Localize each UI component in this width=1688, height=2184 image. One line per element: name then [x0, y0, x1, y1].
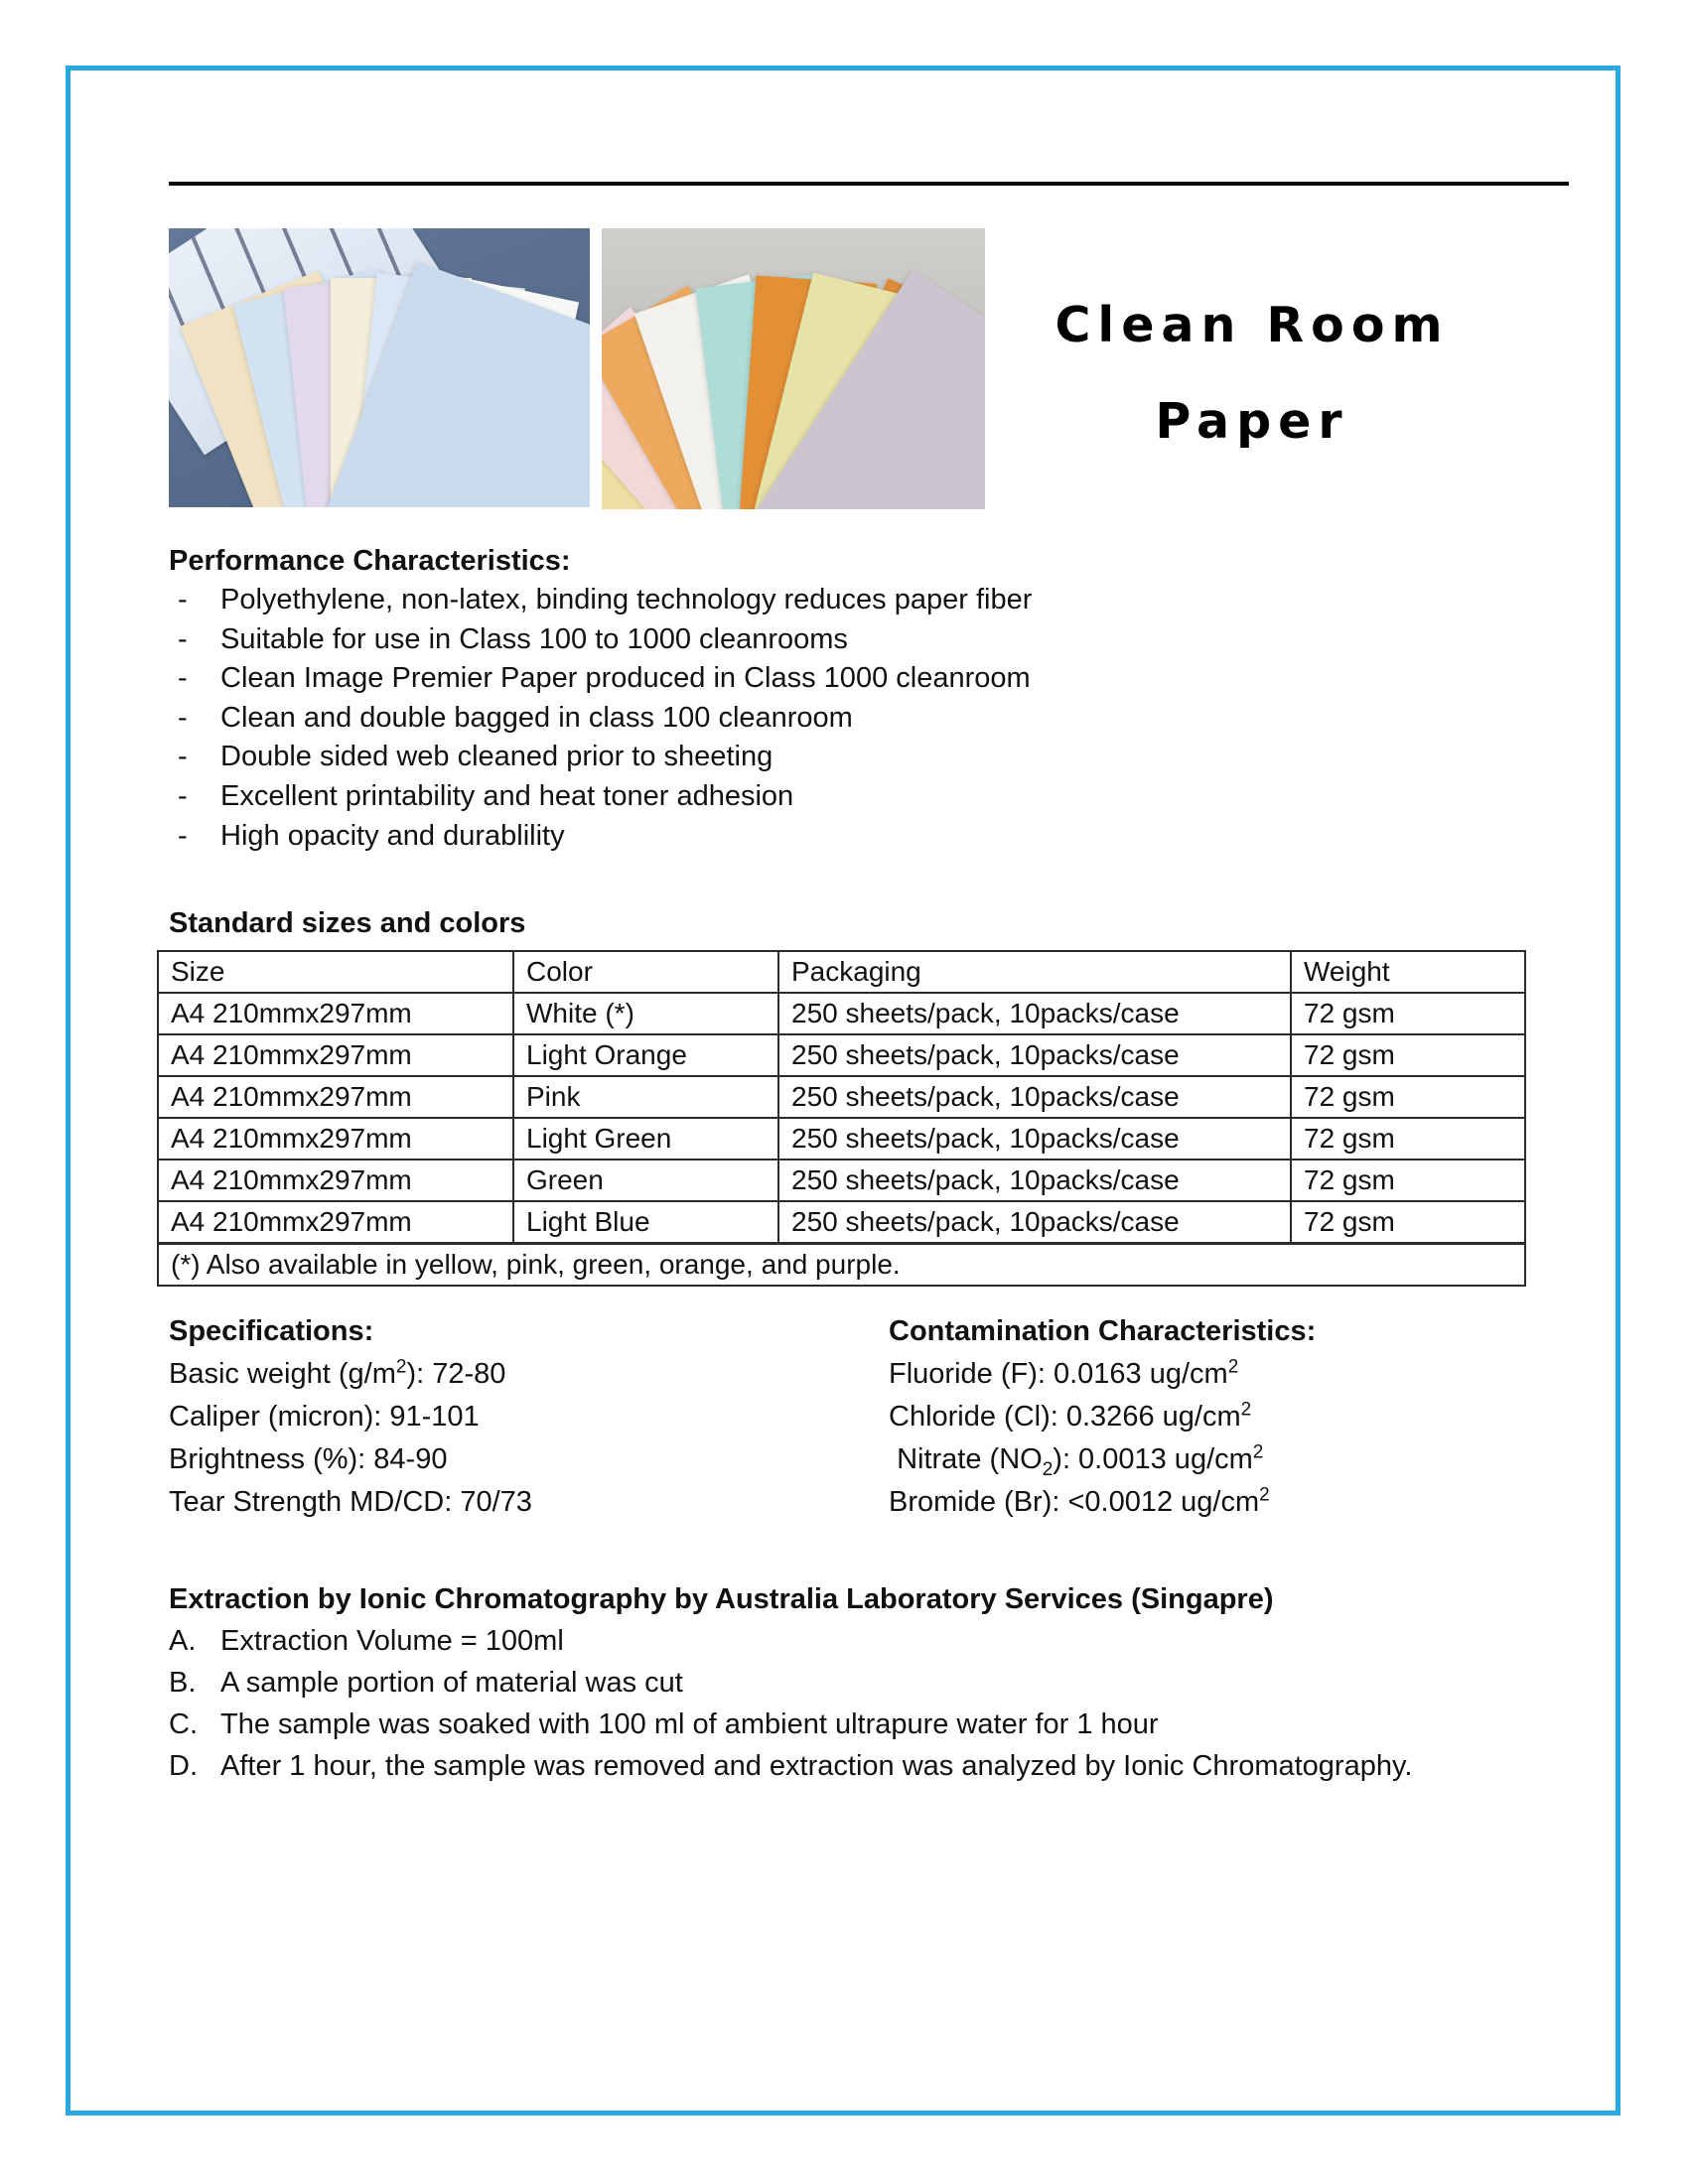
cell-size: A4 210mmx297mm: [158, 1076, 513, 1118]
bullet-text: Suitable for use in Class 100 to 1000 cleanrooms: [220, 622, 848, 655]
page-border-frame: [66, 66, 1620, 2116]
bullet-dash: -: [178, 741, 188, 773]
item-marker: A.: [169, 1625, 197, 1657]
extraction-item: [169, 1704, 1559, 1745]
bullet-item: [169, 620, 1499, 660]
left-paper-photo: [169, 228, 590, 507]
table-row: [158, 1118, 1525, 1160]
bullet-item: [169, 581, 1499, 620]
performance-section: [169, 541, 1499, 856]
bullet-text: Double sided web cleaned prior to sheeting: [220, 741, 774, 773]
cell-color: Green: [513, 1160, 778, 1201]
page-title: [1004, 297, 1500, 450]
table-row: [158, 1201, 1525, 1244]
column-header-color: Color: [513, 951, 778, 993]
table-footnote-row: [158, 1244, 1525, 1287]
cell-weight: 72 gsm: [1291, 1034, 1525, 1076]
specifications-column: [169, 1310, 824, 1524]
bullet-item: [169, 699, 1499, 739]
item-text: The sample was soaked with 100 ml of ambient ultrapure water for 1 hour: [220, 1708, 1159, 1740]
contamination-item: Fluoride (F): 0.0163 $ug/cm^2$: [889, 1356, 1239, 1390]
cell-size: A4 210mmx297mm: [158, 1160, 513, 1201]
item-marker: B.: [169, 1667, 197, 1699]
extraction-item: [169, 1745, 1559, 1787]
right-paper-photo: [602, 228, 985, 509]
extraction-item: [169, 1620, 1559, 1662]
table-row: [158, 1160, 1525, 1201]
item-text: A sample portion of material was cut: [220, 1667, 683, 1699]
item-text: Extraction Volume = 100ml: [220, 1625, 564, 1657]
cell-packaging: 250 sheets/pack, 10packs/case: [778, 1034, 1291, 1076]
column-header-packaging: Packaging: [778, 951, 1291, 993]
contamination-heading: Contamination Characteristics:: [889, 1315, 1317, 1347]
column-header-weight: Weight: [1291, 951, 1525, 993]
bullet-text: Polyethylene, non-latex, binding technology reduces paper fiber: [220, 584, 1033, 615]
spec-item: Brightness (%): 84-90: [169, 1443, 448, 1475]
performance-heading: Performance Characteristics:: [169, 545, 571, 577]
cell-weight: 72 gsm: [1291, 993, 1525, 1034]
title-line2: Paper: [1155, 393, 1349, 450]
contamination-column: [889, 1310, 1564, 1524]
item-text: After 1 hour, the sample was removed and extraction was analyzed by Ionic Chromatography.: [220, 1750, 1413, 1782]
cell-color: Pink: [513, 1076, 778, 1118]
cell-weight: 72 gsm: [1291, 1118, 1525, 1160]
spec-item: Basic weight $(g/m^2)$: 72-80: [169, 1356, 506, 1390]
extraction-heading: Extraction by Ionic Chromatography by Australia Laboratory Services (Singapre): [169, 1583, 1274, 1615]
cell-packaging: 250 sheets/pack, 10packs/case: [778, 1118, 1291, 1160]
spec-item: Tear Strength MD/CD: 70/73: [169, 1486, 532, 1518]
table-row: [158, 1076, 1525, 1118]
cell-size: A4 210mmx297mm: [158, 1201, 513, 1244]
table-row: [158, 993, 1525, 1034]
table-row: [158, 1034, 1525, 1076]
sizes-table: [157, 950, 1526, 1287]
spec-item: Caliper (micron): 91-101: [169, 1401, 480, 1433]
bullet-dash: -: [178, 662, 188, 695]
table-footnote: (*) Also available in yellow, pink, green, orange, and purple.: [158, 1244, 1525, 1287]
bullet-dash: -: [178, 584, 188, 615]
cell-color: White (*): [513, 993, 778, 1034]
cell-color: Light Green: [513, 1118, 778, 1160]
contamination-item: Nitrate $(NO_2)$: 0.0013 $ug/cm^2$: [889, 1441, 1264, 1480]
bullet-text: Clean and double bagged in class 100 cleanroom: [220, 701, 853, 734]
specifications-heading: Specifications:: [169, 1315, 374, 1347]
bullet-item: [169, 817, 1499, 857]
bullet-text: Excellent printability and heat toner adhesion: [220, 779, 794, 812]
cell-packaging: 250 sheets/pack, 10packs/case: [778, 1160, 1291, 1201]
bullet-item: [169, 777, 1499, 817]
bullet-text: Clean Image Premier Paper produced in Class 1000 cleanroom: [220, 662, 1031, 695]
cell-color: Light Orange: [513, 1034, 778, 1076]
sizes-heading: Standard sizes and colors: [169, 907, 526, 939]
cell-packaging: 250 sheets/pack, 10packs/case: [778, 1076, 1291, 1118]
bullet-dash: -: [178, 819, 188, 852]
cell-color: Light Blue: [513, 1201, 778, 1244]
title-line1: Clean Room: [1055, 297, 1450, 353]
bullet-item: [169, 659, 1499, 699]
cell-weight: 72 gsm: [1291, 1160, 1525, 1201]
cell-packaging: 250 sheets/pack, 10packs/case: [778, 993, 1291, 1034]
extraction-section: [169, 1578, 1559, 1787]
item-marker: D.: [169, 1750, 198, 1782]
cell-weight: 72 gsm: [1291, 1201, 1525, 1244]
cell-size: A4 210mmx297mm: [158, 1118, 513, 1160]
bullet-dash: -: [178, 701, 188, 734]
cell-size: A4 210mmx297mm: [158, 993, 513, 1034]
bullet-item: [169, 738, 1499, 777]
contamination-item: Bromide (Br): <0.0012 $ug/cm^2$: [889, 1484, 1270, 1518]
bullet-dash: -: [178, 622, 188, 655]
cell-packaging: 250 sheets/pack, 10packs/case: [778, 1201, 1291, 1244]
cell-weight: 72 gsm: [1291, 1076, 1525, 1118]
extraction-item: [169, 1662, 1559, 1704]
bullet-dash: -: [178, 779, 188, 812]
item-marker: C.: [169, 1708, 198, 1740]
header-rule: [169, 182, 1569, 186]
column-header-size: Size: [158, 951, 513, 993]
cell-size: A4 210mmx297mm: [158, 1034, 513, 1076]
table-header-row: [158, 951, 1525, 993]
contamination-item: Chloride (Cl): 0.3266 $ug/cm^2$: [889, 1399, 1252, 1433]
bullet-text: High opacity and durablility: [220, 819, 565, 852]
